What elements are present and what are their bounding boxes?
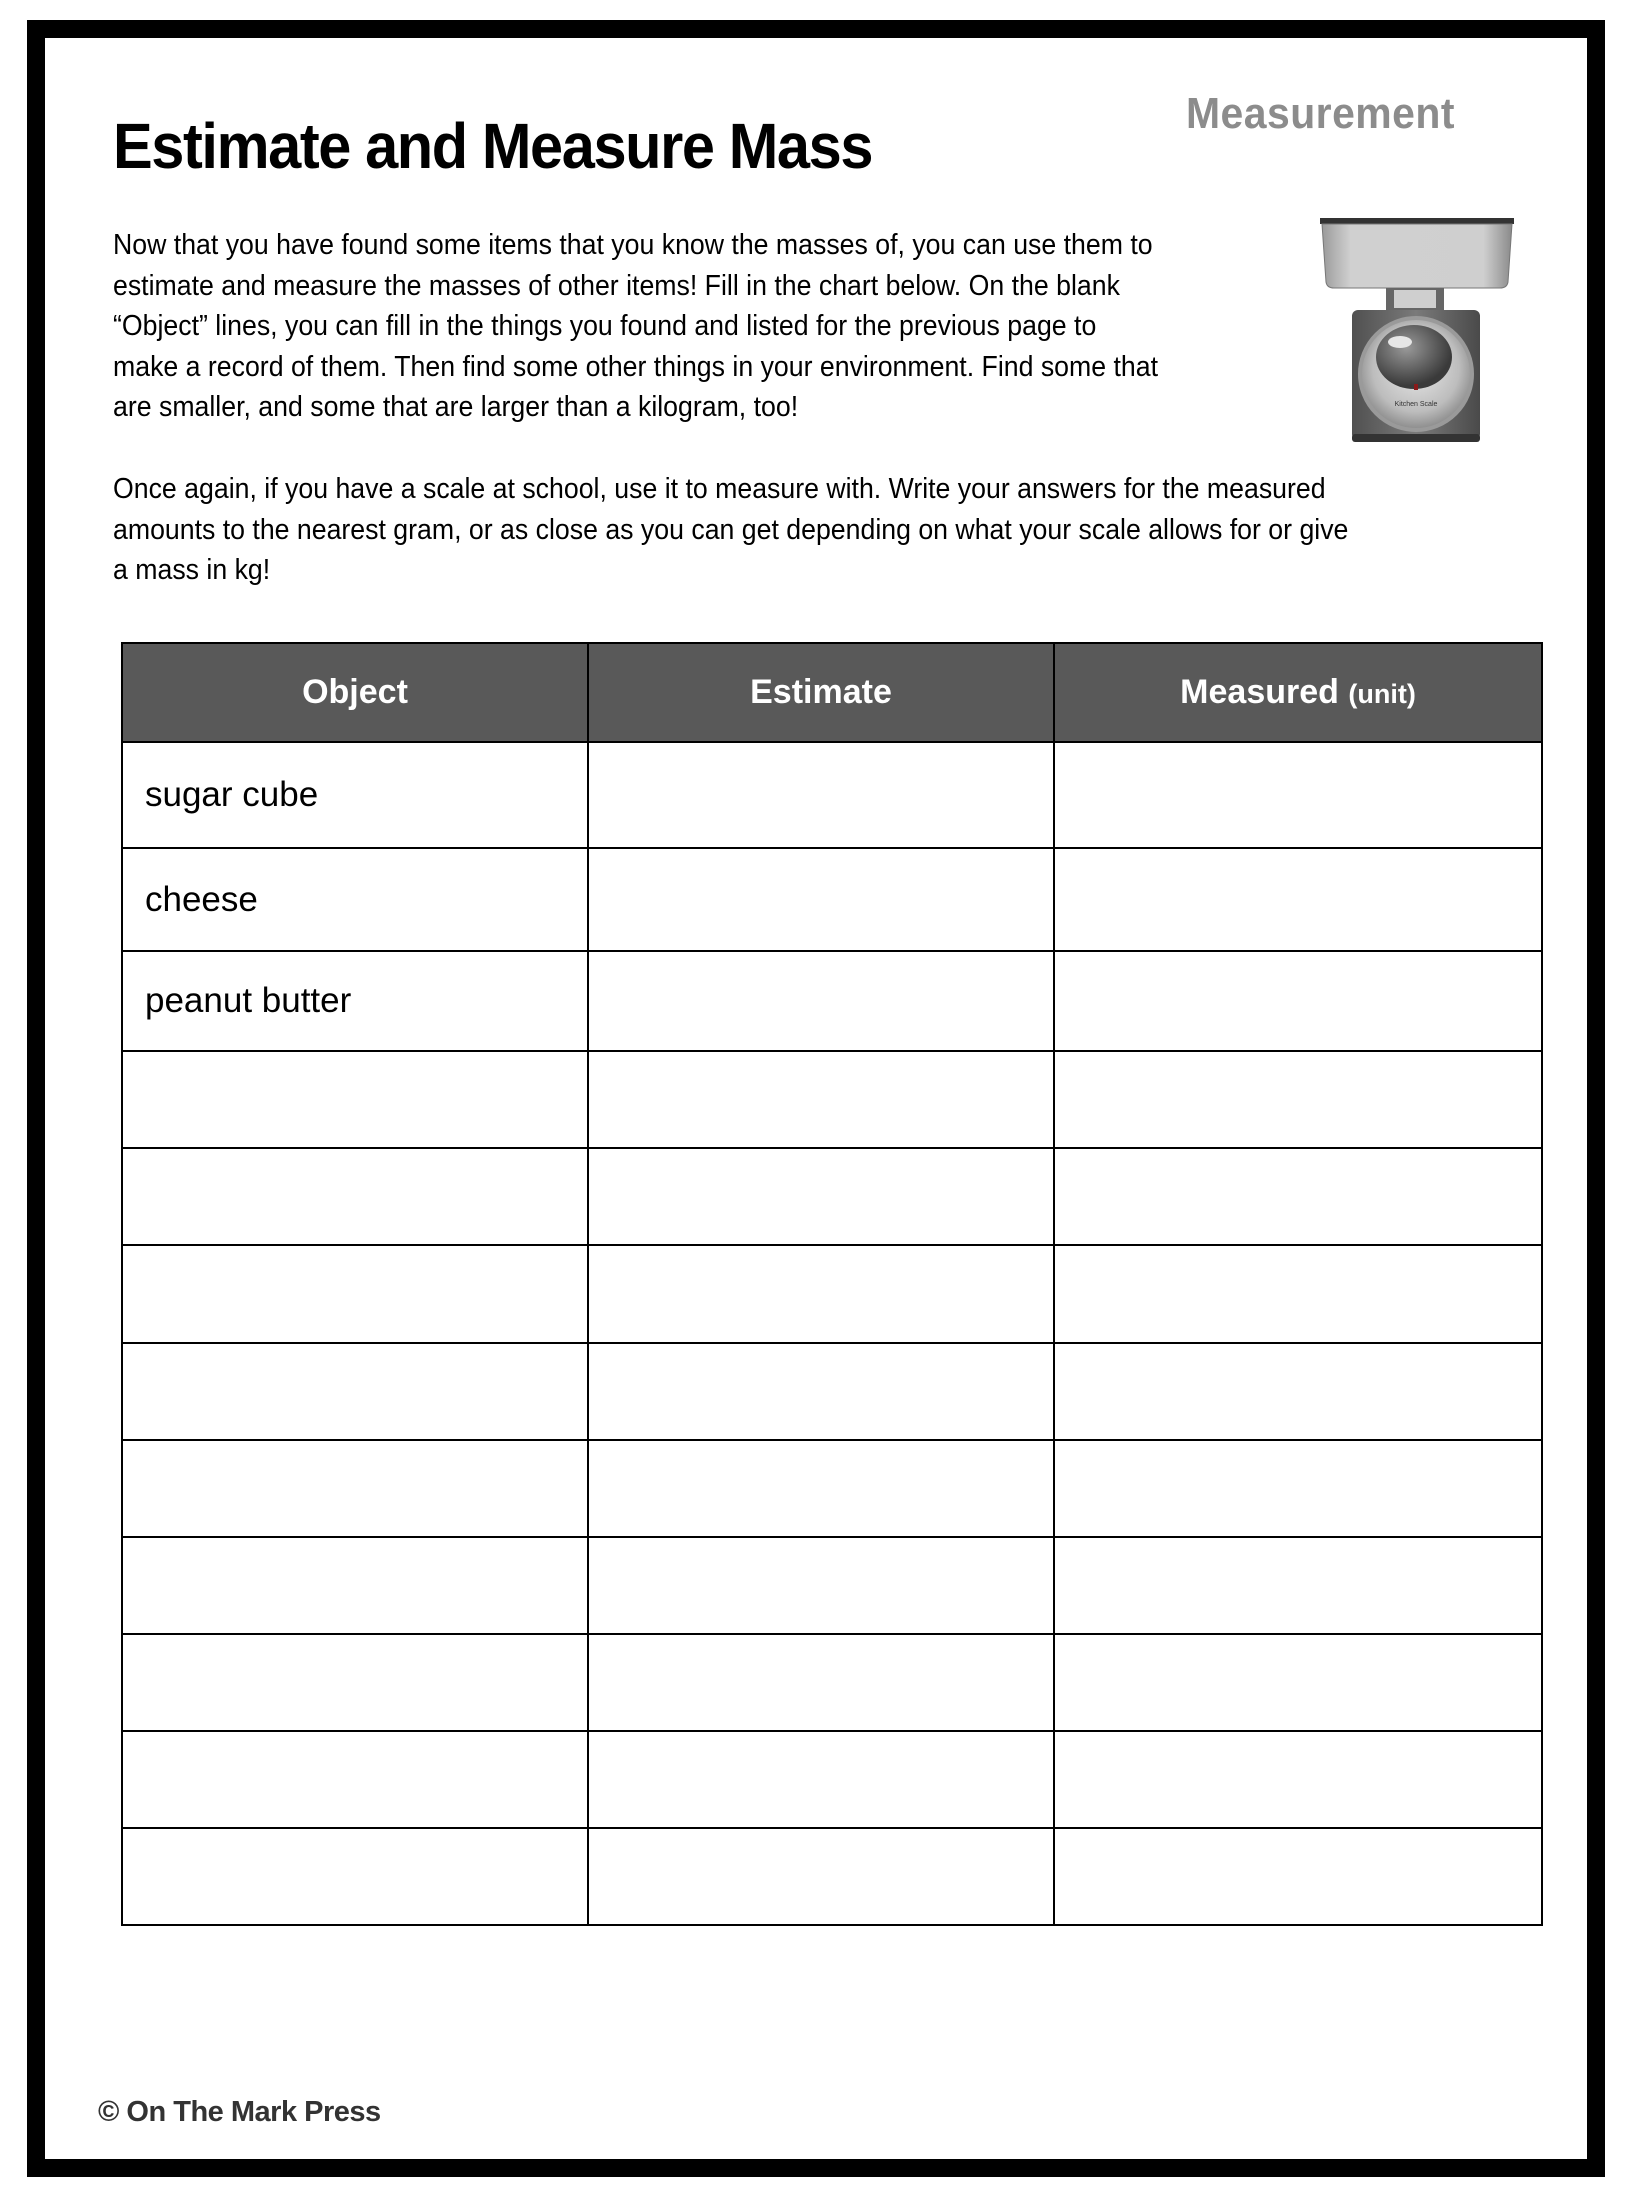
estimate-cell[interactable] [588, 1634, 1054, 1731]
column-header-measured [1054, 643, 1542, 742]
table-row [122, 1440, 1542, 1537]
table-row [122, 1731, 1542, 1828]
table-row [122, 1051, 1542, 1148]
estimate-cell[interactable] [588, 1245, 1054, 1343]
estimate-cell[interactable] [588, 1343, 1054, 1440]
estimate-cell[interactable] [588, 1828, 1054, 1925]
object-cell[interactable] [122, 1343, 588, 1440]
object-cell[interactable] [122, 1731, 588, 1828]
measured-cell[interactable] [1054, 1051, 1542, 1148]
page-title: Estimate and Measure Mass [113, 110, 873, 182]
table-row [122, 848, 1542, 951]
paragraph-line: “Object” lines, you can fill in the things you found and listed for the previous page to [113, 310, 1097, 342]
measured-unit-label: (unit) [1348, 679, 1416, 709]
estimate-cell[interactable] [588, 1440, 1054, 1537]
object-cell[interactable] [122, 1440, 588, 1537]
estimate-cell[interactable] [588, 1051, 1054, 1148]
estimate-cell[interactable] [588, 848, 1054, 951]
paragraph-line: make a record of them. Then find some other things in your environment. Find some that [113, 350, 1159, 383]
measured-label: Measured [1180, 673, 1339, 711]
measured-cell[interactable] [1054, 742, 1542, 848]
estimate-cell[interactable] [588, 1148, 1054, 1245]
measured-cell[interactable] [1054, 1634, 1542, 1731]
paragraph-line: are smaller, and some that are larger than a kilogram, too! [113, 391, 799, 423]
object-cell[interactable] [122, 1245, 588, 1343]
object-cell[interactable] [122, 1148, 588, 1245]
measured-cell[interactable] [1054, 1440, 1542, 1537]
table-row [122, 1634, 1542, 1731]
table-row [122, 1148, 1542, 1245]
table-row [122, 1245, 1542, 1343]
estimate-cell[interactable] [588, 742, 1054, 848]
table-row [122, 1828, 1542, 1925]
measured-cell[interactable] [1054, 1245, 1542, 1343]
measured-cell[interactable] [1054, 1148, 1542, 1245]
kitchen-scale-icon [1318, 214, 1518, 446]
subject-heading: Measurement [1186, 89, 1455, 138]
estimate-cell[interactable] [588, 1731, 1054, 1828]
table-row [122, 742, 1542, 848]
object-cell[interactable] [122, 1537, 588, 1634]
copyright-footer: © On The Mark Press [98, 2096, 381, 2128]
measured-cell[interactable] [1054, 1828, 1542, 1925]
object-cell[interactable]: sugar cube [122, 742, 588, 848]
object-cell[interactable] [122, 1634, 588, 1731]
table-header-row [122, 643, 1542, 742]
estimate-cell[interactable] [588, 1537, 1054, 1634]
measured-cell[interactable] [1054, 951, 1542, 1051]
object-cell[interactable]: peanut butter [122, 951, 588, 1051]
object-cell[interactable] [122, 1828, 588, 1925]
measured-cell[interactable] [1054, 1731, 1542, 1828]
measured-cell[interactable] [1054, 848, 1542, 951]
column-header-object: Object [122, 643, 588, 742]
instructions-paragraph-2 [113, 469, 1348, 591]
paragraph-line: Once again, if you have a scale at school, use it to measure with. Write your answers for the measured [113, 473, 1326, 505]
paragraph-line: a mass in kg! [113, 554, 271, 586]
paragraph-line: estimate and measure the masses of other items! Fill in the chart below. On the blank [113, 269, 1120, 302]
measurement-table [121, 642, 1543, 1926]
object-cell[interactable]: cheese [122, 848, 588, 951]
paragraph-line: Now that you have found some items that you know the masses of, you can use them to [113, 229, 1153, 261]
instructions-paragraph-1 [113, 225, 1158, 428]
table-row [122, 1537, 1542, 1634]
table-row [122, 1343, 1542, 1440]
column-header-estimate: Estimate [588, 643, 1054, 742]
object-cell[interactable] [122, 1051, 588, 1148]
table-row [122, 951, 1542, 1051]
measured-cell[interactable] [1054, 1343, 1542, 1440]
measured-cell[interactable] [1054, 1537, 1542, 1634]
scale-label: Kitchen Scale [1394, 401, 1438, 408]
estimate-cell[interactable] [588, 951, 1054, 1051]
paragraph-line: amounts to the nearest gram, or as close as you can get depending on what your scale allows for or give [113, 513, 1349, 546]
